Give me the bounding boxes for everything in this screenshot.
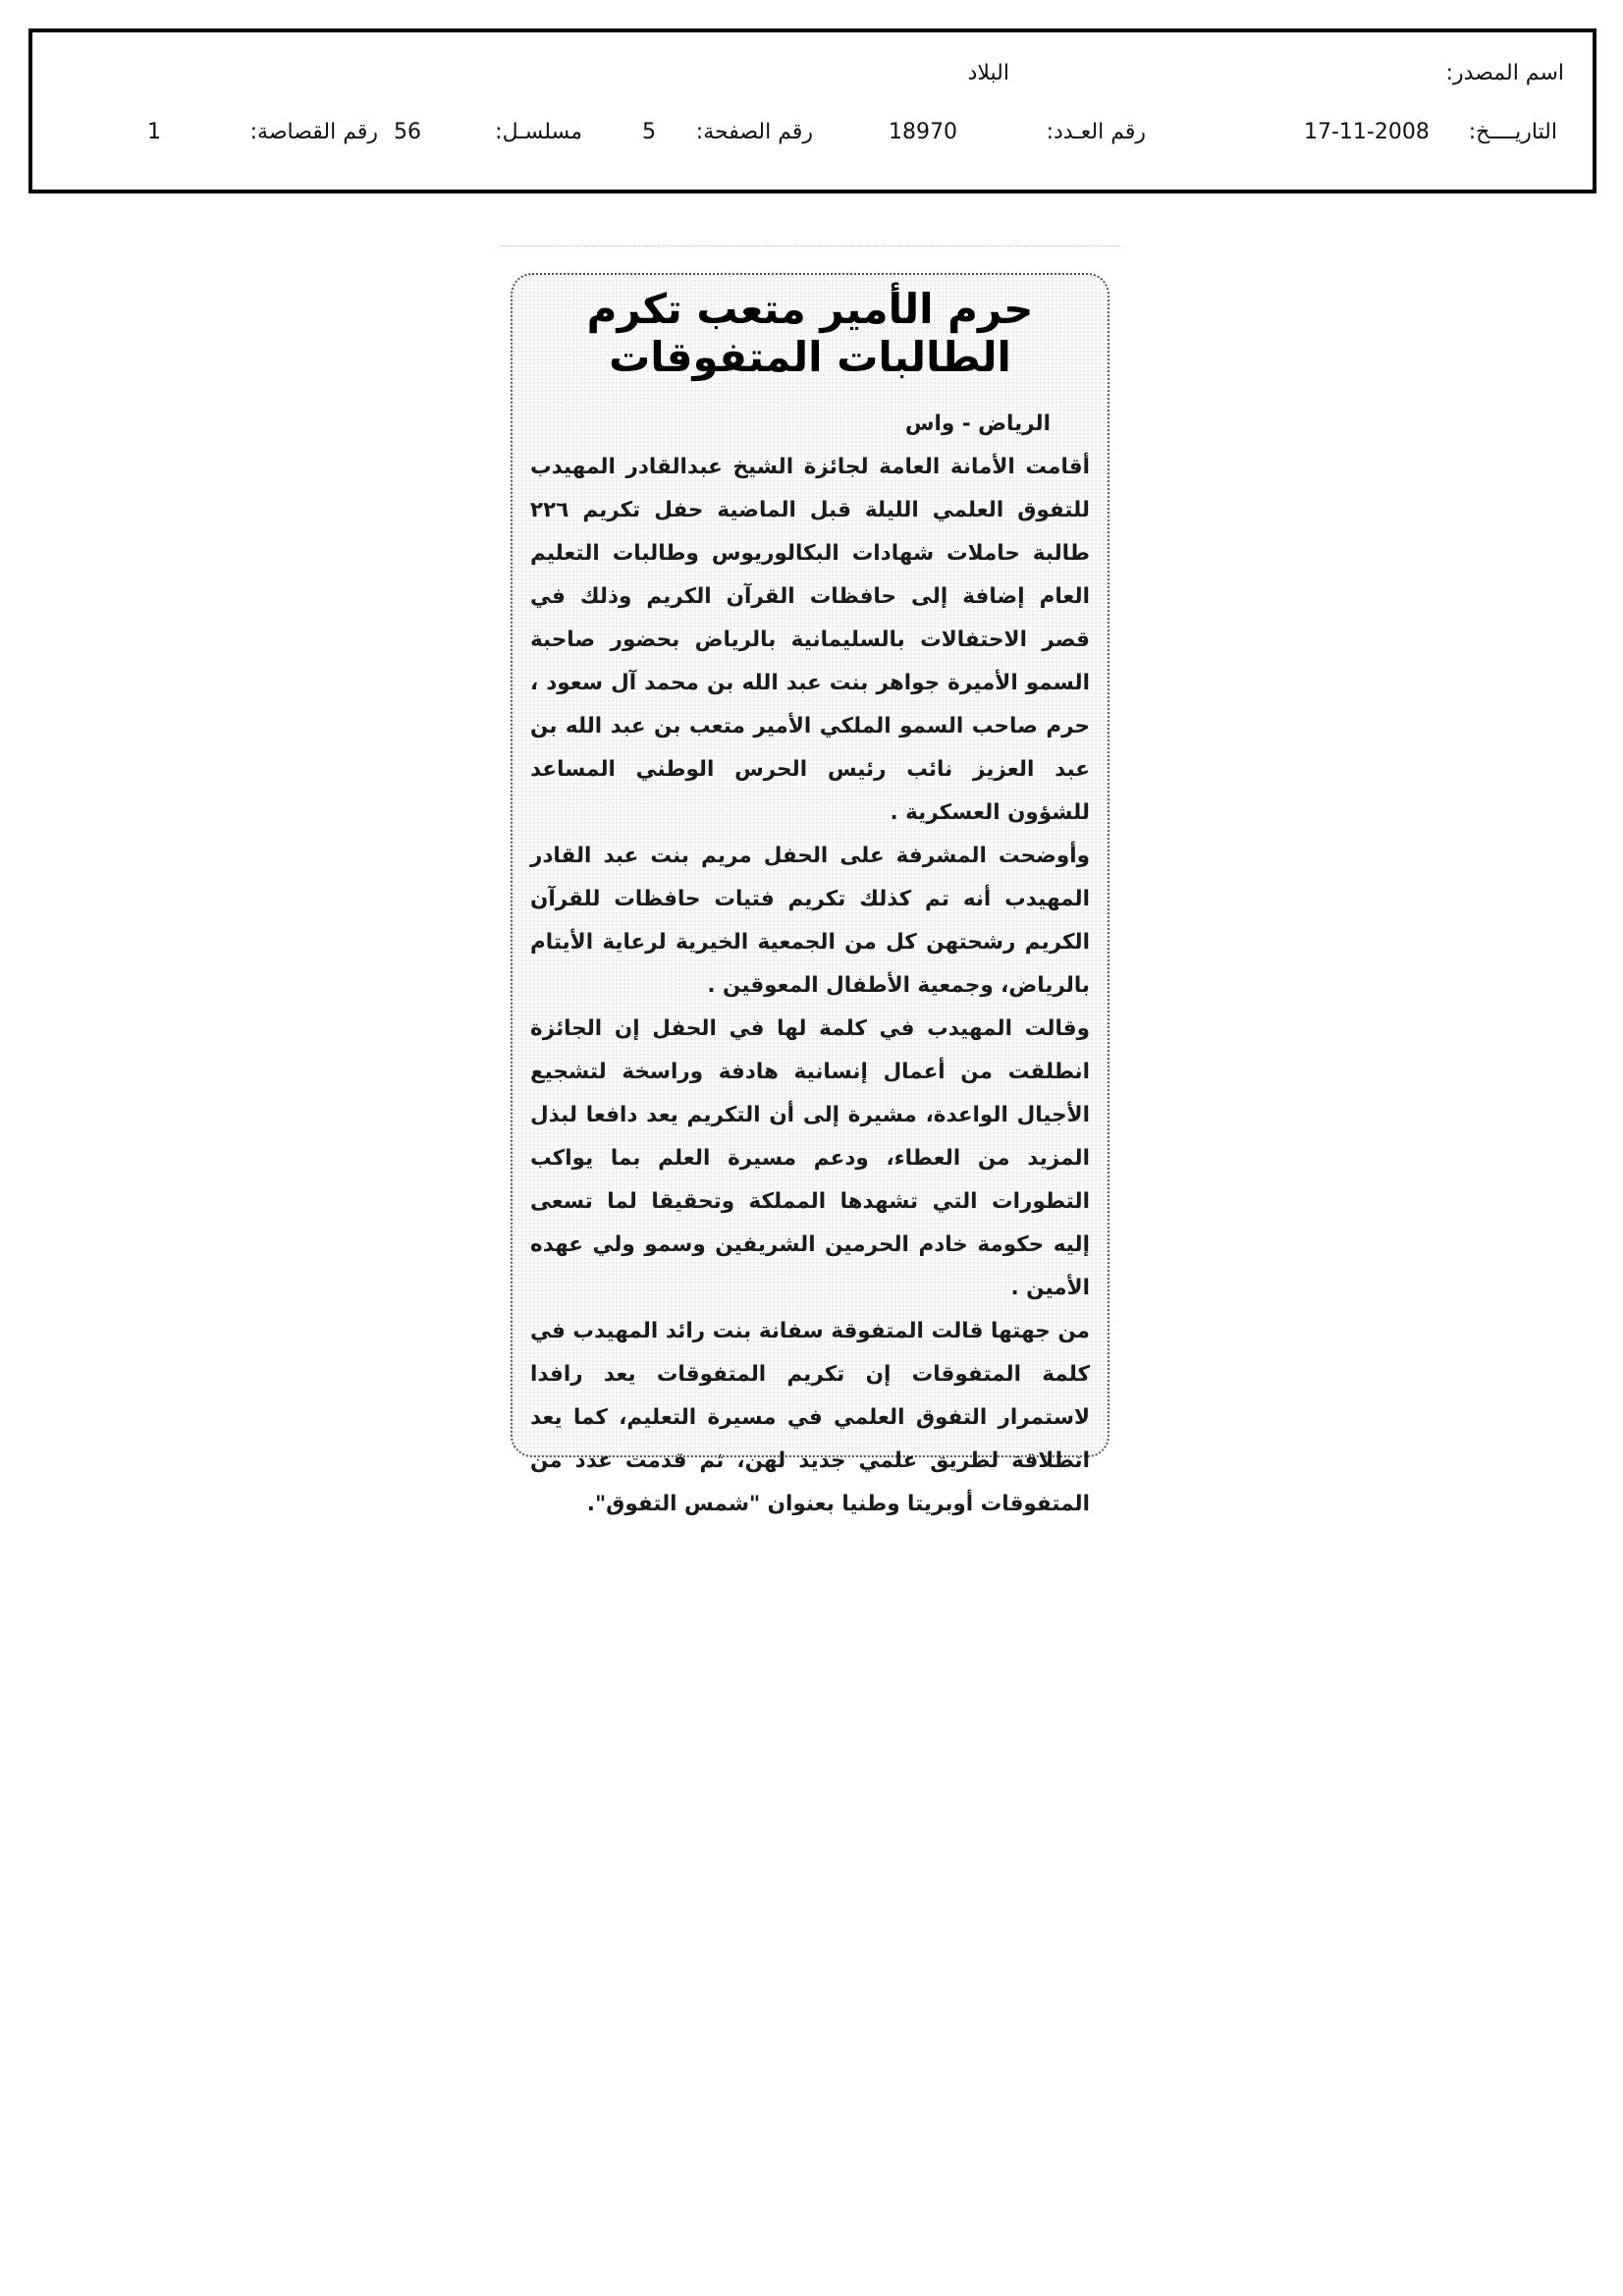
serial-value: 56 bbox=[394, 120, 421, 144]
issue-label: رقم العـدد: bbox=[1046, 120, 1146, 144]
article-paragraph: من جهتها قالت المتفوقة سفانة بنت رائد المهيدب في كلمة المتفوقات إن تكريم المتفوقات يعد رافدا لاستمرار التفوق العلمي في مسيرة التعليم، كما يعد انطلاقة لطريق علمي جديد لهن، ثم قدمت عدد من المتفوقات أوبريتا وطنيا بعنوان "شمس التفوق". bbox=[530, 1319, 1090, 1516]
source-value: البلاد bbox=[967, 61, 1009, 85]
clip-number-label: رقم القصاصة: bbox=[249, 120, 378, 144]
serial-label: مسلسـل: bbox=[495, 120, 582, 144]
date-label: التاريــــخ: bbox=[1468, 120, 1557, 144]
article-headline: حرم الأمير متعب تكرم الطالبات المتفوقات bbox=[586, 285, 1034, 381]
issue-value: 18970 bbox=[889, 120, 957, 144]
page-label: رقم الصفحة: bbox=[695, 120, 813, 144]
date-value: 17-11-2008 bbox=[1304, 120, 1430, 144]
article-body bbox=[530, 403, 1090, 1526]
article-dateline: الرياض - واس bbox=[904, 411, 1051, 436]
clip-number-value: 1 bbox=[147, 120, 161, 144]
page-value: 5 bbox=[642, 120, 656, 144]
metadata-header-box bbox=[28, 28, 1596, 193]
article-paragraph: وقالت المهيدب في كلمة لها في الحفل إن الجائزة انطلقت من أعمال إنسانية هادفة وراسخة لتشجيع الأجيال الواعدة، مشيرة إلى أن التكريم يعد دافعا لبذل المزيد من العطاء، ودعم مسيرة العلم بما يواكب التطورات التي تشهدها المملكة وتحقيقا لما تسعى إليه حكومة خادم الحرمين الشريفين وسمو ولي عهده الأمين . bbox=[530, 1016, 1090, 1300]
source-label: اسم المصدر: bbox=[1445, 61, 1564, 85]
article-paragraph: أقامت الأمانة العامة لجائزة الشيخ عبدالقادر المهيدب للتفوق العلمي الليلة قبل الماضية حفل تكريم ٢٢٦ طالبة حاملات شهادات البكالوريوس وطالبات التعليم العام إضافة إلى حافظات القرآن الكريم وذلك في قصر الاحتفالات بالسليمانية بالرياض بحضور صاحبة السمو الأميرة جواهر بنت عبد الله بن محمد آل سعود ، حرم صاحب السمو الملكي الأمير متعب بن عبد الله بن عبد العزيز نائب رئيس الحرس الوطني المساعد للشؤون العسكرية . bbox=[530, 455, 1090, 825]
article-paragraph: وأوضحت المشرفة على الحفل مريم بنت عبد القادر المهيدب أنه تم كذلك تكريم فتيات حافظات للقرآن الكريم رشحتهن كل من الجمعية الخيرية لرعاية الأيتام بالرياض، وجمعية الأطفال المعوقين . bbox=[530, 844, 1090, 998]
